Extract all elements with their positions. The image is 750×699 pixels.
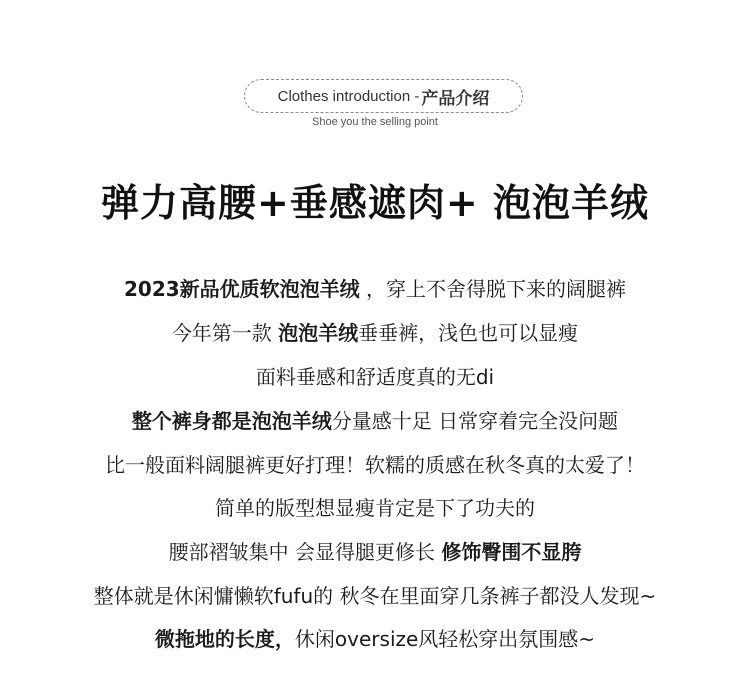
line-8-text: 整体就是休闲慵懒软fufu的 秋冬在里面穿几条裤子都没人发现~ <box>93 584 657 608</box>
line-2-text: 垂垂裤，浅色也可以显瘦 <box>358 321 579 345</box>
line-4-bold: 整个裤身都是泡泡羊绒 <box>131 409 332 433</box>
description-line-3 <box>0 364 750 390</box>
badge-chinese-label: 产品介绍 <box>421 88 490 109</box>
line-9-bold: 微拖地的长度， <box>154 627 295 651</box>
line-4-text: 分量感十足 日常穿着完全没问题 <box>331 409 619 433</box>
description-line-2 <box>0 320 750 346</box>
line-2-bold: 泡泡羊绒 <box>278 321 359 345</box>
line-3-text: 面料垂感和舒适度真的无di <box>255 365 495 389</box>
description-line-7 <box>0 539 750 565</box>
line-9-text: 休闲oversize风轻松穿出氛围感~ <box>294 627 596 651</box>
description-line-1 <box>0 276 750 302</box>
description-line-5 <box>0 452 750 478</box>
line-5-text: 比一般面料阔腿裤更好打理！软糯的质感在秋冬真的太爱了！ <box>105 453 645 477</box>
line-2-pre: 今年第一款 <box>171 321 279 345</box>
description-line-4 <box>0 408 750 434</box>
product-headline: 弹力高腰+垂感遮肉+ 泡泡羊绒 <box>101 181 649 225</box>
description-line-9 <box>0 626 750 652</box>
line-1-bold: 2023新品优质软泡泡羊绒 <box>123 277 360 301</box>
description-line-6 <box>0 495 750 521</box>
line-7-pre: 腰部褶皱集中 会显得腿更修长 <box>168 540 442 564</box>
line-1-text: ，穿上不舍得脱下来的阔腿裤 <box>359 277 627 301</box>
description-line-8 <box>0 583 750 609</box>
line-7-bold: 修饰臀围不显胯 <box>441 540 582 564</box>
line-6-text: 简单的版型想显瘦肯定是下了功夫的 <box>215 496 535 520</box>
badge-english-label: Clothes introduction - <box>277 87 420 105</box>
section-subtitle: Shoe you the selling point <box>312 116 438 128</box>
section-badge <box>244 79 523 113</box>
